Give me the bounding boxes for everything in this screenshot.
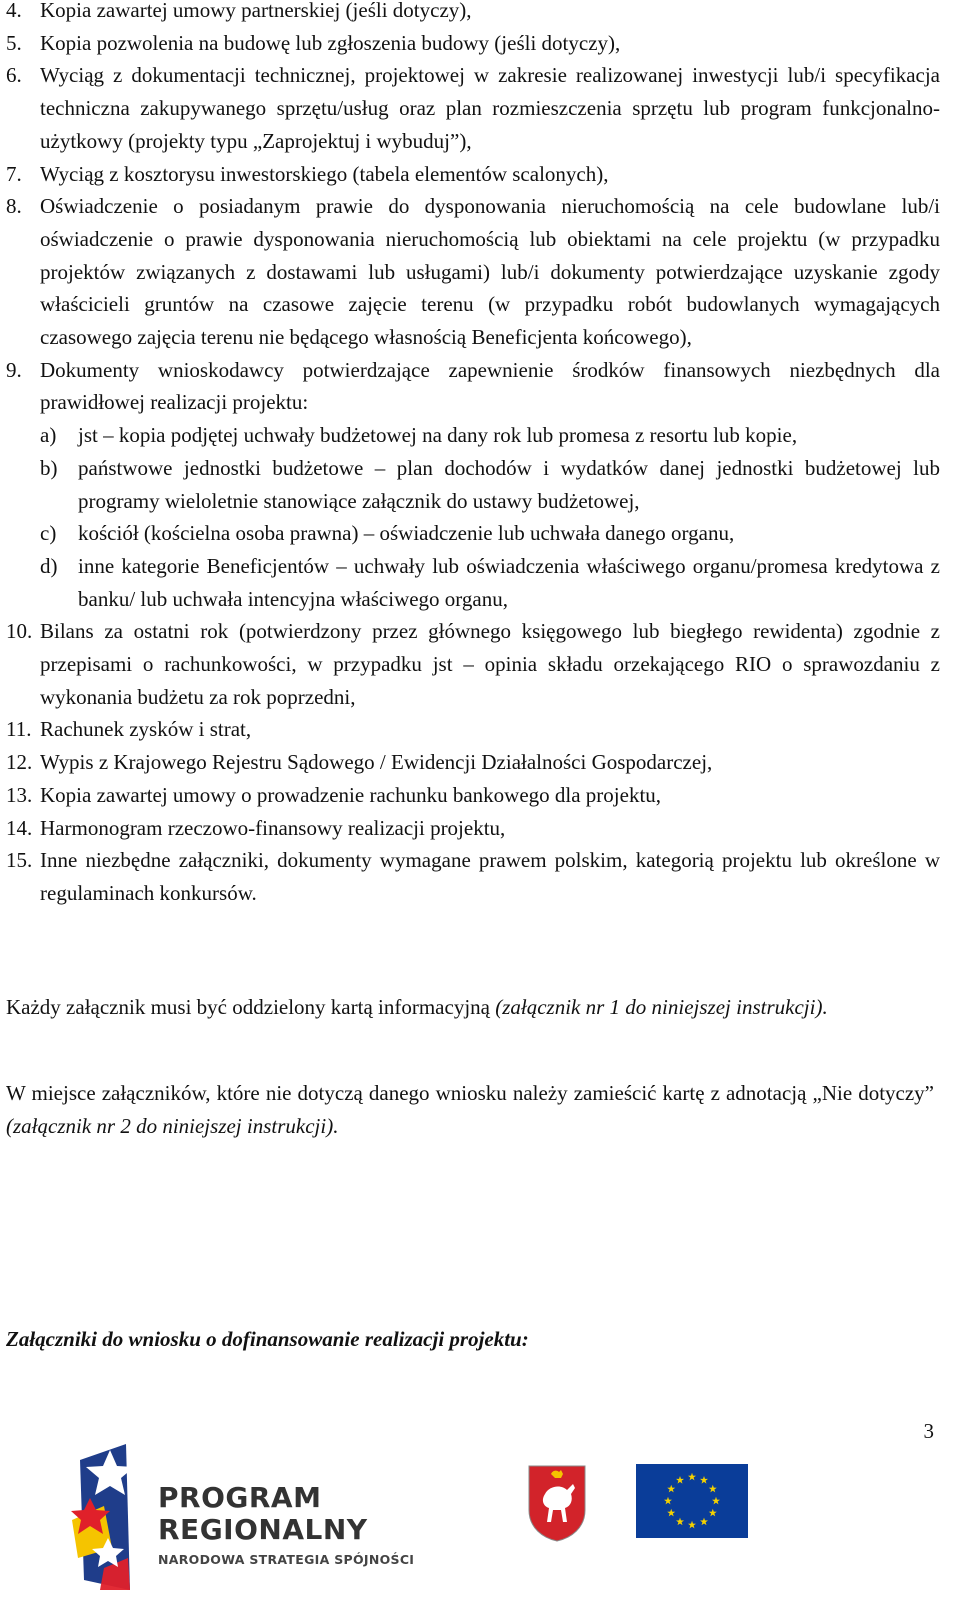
attachment-list	[6, 0, 940, 910]
sub-list-letter: c)	[40, 521, 57, 546]
nss-star-logo-icon	[70, 1440, 160, 1600]
list-item	[6, 158, 940, 191]
list-number: 10.	[6, 619, 33, 644]
sub-list-letter: b)	[40, 455, 58, 480]
lubelskie-coat-of-arms-icon	[527, 1464, 587, 1542]
heading-text: Załączniki do wniosku o dofinansowanie realizacji projektu	[6, 1327, 522, 1351]
list-item	[6, 746, 940, 779]
list-item	[6, 27, 940, 60]
list-item	[6, 190, 940, 354]
list-text: Kopia zawartej umowy partnerskiej (jeśli dotyczy),	[40, 0, 472, 22]
sub-list-item	[40, 419, 940, 452]
sub-list-text: jst – kopia podjętej uchwały budżetowej na dany rok lub promesa z resortu lub kopie,	[78, 423, 798, 448]
program-title: PROGRAM REGIONALNY	[158, 1481, 368, 1546]
list-text: Oświadczenie o posiadanym prawie do dysponowania nieruchomością na cele budowlane lub/i oświadczenie o prawie dysponowania nieruchomością lub obiektami na cele projektu (w przypadku projektów związanych z dostawami lub usługami) lub/i dokumenty potwierdzające uzyskanie zgody właścicieli gruntów na czasowe zajęcie terenu (w przypadku robót budowlanych wymagających czasowego zajęcia terenu nie będącego własnością Beneficjenta końcowego),	[40, 194, 940, 350]
sub-list-text: kościół (kościelna osoba prawna) – oświadczenie lub uchwała danego organu,	[78, 521, 735, 546]
sub-list-text: inne kategorie Beneficjentów – uchwały lub oświadczenia właściwego organu/promesa kredytowa z banku/ lub uchwała intencyjna właściwego organu,	[78, 553, 940, 611]
sub-list-item	[40, 517, 940, 550]
list-text: Harmonogram rzeczowo-finansowy realizacji projektu,	[40, 815, 506, 840]
section-heading	[6, 1323, 529, 1355]
separator-card-paragraph	[6, 991, 934, 1024]
list-number: 6.	[6, 63, 22, 88]
heading-suffix: :	[521, 1327, 529, 1351]
list-number: 9.	[6, 357, 22, 382]
not-applicable-paragraph	[6, 1077, 934, 1142]
program-regionalny-logo	[70, 1440, 490, 1600]
list-item	[6, 0, 940, 27]
list-item	[6, 354, 940, 616]
list-item	[6, 59, 940, 157]
list-item	[6, 713, 940, 746]
list-number: 15.	[6, 848, 33, 873]
list-number: 5.	[6, 30, 22, 55]
paragraph-text: Każdy załącznik musi być oddzielony kartą informacyjną	[6, 995, 496, 1019]
list-text: Kopia pozwolenia na budowę lub zgłoszenia budowy (jeśli dotyczy),	[40, 30, 621, 55]
page-number: 3	[923, 1419, 934, 1443]
sub-list-text: państwowe jednostki budżetowe – plan dochodów i wydatków danej jednostki budżetowej lub programy wieloletnie stanowiące załącznik do ustawy budżetowej,	[78, 455, 940, 513]
list-item	[6, 615, 940, 713]
paragraph-text: W miejsce załączników, które nie dotyczą danego wniosku należy zamieścić kartę z adnotacją „Nie dotyczy”	[6, 1081, 934, 1105]
list-text: Bilans za ostatni rok (potwierdzony przez głównego księgowego lub biegłego rewidenta) zgodnie z przepisami o rachunkowości, w przypadku jst – opinia składu orzekającego RIO o sprawozdaniu z wykonania budżetu za rok poprzedni,	[40, 619, 940, 709]
list-text: Kopia zawartej umowy o prowadzenie rachunku bankowego dla projektu,	[40, 782, 662, 807]
list-number: 11.	[6, 717, 32, 742]
list-number: 14.	[6, 815, 33, 840]
sub-list-item	[40, 452, 940, 517]
list-number: 12.	[6, 750, 33, 775]
list-text: Wyciąg z dokumentacji technicznej, projektowej w zakresie realizowanej inwestycji lub/i specyfikacja techniczna zakupywanego sprzętu/usług oraz plan rozmieszczenia sprzętu lub program funkcjonalno-użytkowy (projekty typu „Zaprojektuj i wybuduj”),	[40, 63, 940, 153]
paragraph-italic-reference: (załącznik nr 2 do niniejszej instrukcji).	[6, 1113, 339, 1138]
footer-logos	[0, 1440, 960, 1606]
sub-list-item	[40, 550, 940, 615]
list-number: 8.	[6, 194, 22, 219]
list-item	[6, 812, 940, 845]
list-number: 4.	[6, 0, 22, 22]
list-text: Rachunek zysków i strat,	[40, 717, 252, 742]
list-text: Wyciąg z kosztorysu inwestorskiego (tabela elementów scalonych),	[40, 161, 609, 186]
list-number: 13.	[6, 782, 33, 807]
sub-list-letter: d)	[40, 553, 58, 578]
paragraph-italic-reference: (załącznik nr 1 do niniejszej instrukcji).	[495, 995, 828, 1019]
program-subtitle: NARODOWA STRATEGIA SPÓJNOŚCI	[158, 1552, 415, 1567]
program-regionalny-text	[158, 1482, 490, 1568]
eu-flag-icon	[636, 1464, 748, 1538]
list-item	[6, 779, 940, 812]
sub-list-letter: a)	[40, 423, 57, 448]
list-text: Wypis z Krajowego Rejestru Sądowego / Ewidencji Działalności Gospodarczej,	[40, 750, 713, 775]
list-item	[6, 844, 940, 909]
list-number: 7.	[6, 161, 22, 186]
list-text: Inne niezbędne załączniki, dokumenty wymagane prawem polskim, kategorią projektu lub określone w regulaminach konkursów.	[40, 848, 940, 905]
list-text: Dokumenty wnioskodawcy potwierdzające zapewnienie środków finansowych niezbędnych dla prawidłowej realizacji projektu:	[40, 357, 940, 415]
